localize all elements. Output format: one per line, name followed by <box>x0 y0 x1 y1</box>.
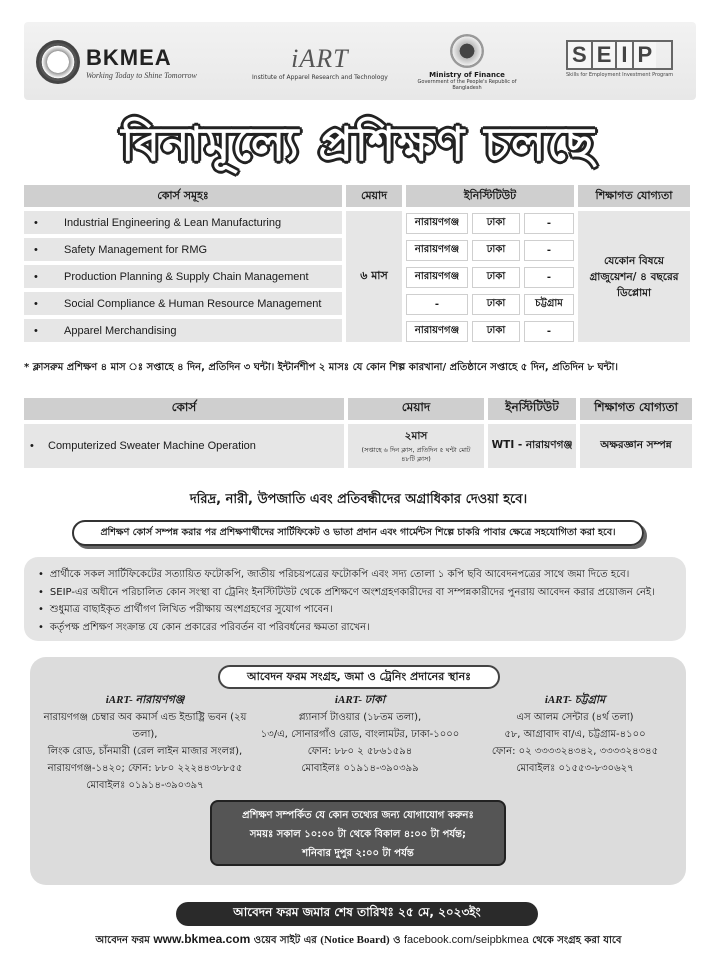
deadline-banner: আবেদন ফরম জমার শেষ তারিখঃ ২৫ মে, ২০২৩ইং <box>176 902 538 926</box>
bkmea-seal-icon <box>36 40 80 84</box>
list-item: • কর্তৃপক্ষ প্রশিক্ষণ সংক্রান্ত যে কোন প্রকারের পরিবর্তন বা পরিবর্ধনের ক্ষমতা রাখেন। <box>38 619 672 637</box>
bkmea-logo <box>36 40 197 84</box>
course-name: Social Compliance & Human Resource Management <box>64 297 322 310</box>
office-name: iART- নারায়ণগঞ্জ <box>105 694 185 706</box>
office-address-line: প্ল্যানার্স টাওয়ার (১৮তম তলা), <box>298 712 422 723</box>
seip-letter: E <box>593 42 618 68</box>
location-cell: ঢাকা <box>472 294 520 315</box>
seip-letter: S <box>568 42 593 68</box>
location-cell: চট্টগ্রাম <box>524 294 574 315</box>
t2-duration-value: ২মাস <box>404 429 428 442</box>
iart-name: iART <box>291 44 349 73</box>
bkmea-name: BKMEA <box>86 44 172 70</box>
list-item: • SEIP-এর অধীনে পরিচালিত কোন সংস্থা বা ট্রেনিং ইনস্টিটিউট থেকে প্রশিক্ষণে অংশগ্রহণকারীদের বা সম্পন্নকারীদের পুনরায় আবেদন করার প্রয়োজন নেই। <box>38 584 672 602</box>
ministry-logo <box>412 34 522 91</box>
bullet: • <box>34 324 38 337</box>
location-cell: নারায়ণগঞ্জ <box>406 321 468 342</box>
application-title: আবেদন ফরম সংগ্রহ, জমা ও ট্রেনিং প্রদানের স্থানঃ <box>218 665 500 689</box>
office-address-line: ৫৮, আগ্রাবাদ বা/এ, চট্টগ্রাম-৪১০০ <box>504 729 646 740</box>
office-name: iART- ঢাকা <box>334 694 386 706</box>
course-name: Safety Management for RMG <box>64 243 208 256</box>
course-name: Production Planning & Supply Chain Management <box>64 270 309 283</box>
t1-header-institute: ইনিস্টিটিউট <box>406 185 574 207</box>
certificate-note: প্রশিক্ষণ কোর্স সম্পন্ন করার পর প্রশিক্ষণার্থীদের সার্টিফিকেট ও ভাতা প্রদান এবং গার্মেন্টস শিল্পে চাকরি পাবার ক্ষেত্রে সহযোগিতা করা হবে। <box>72 520 644 546</box>
t2-header-course: কোর্স <box>24 398 344 420</box>
office-name: iART- চট্টগ্রাম <box>544 694 606 706</box>
location-cell: - <box>524 267 574 288</box>
office-mobile: মোবাইলঃ ০১৯১৪-৩৯০৩৯৭ <box>86 780 204 791</box>
footer-text <box>0 932 717 950</box>
priority-text: দরিদ্র, নারী, উপজাতি এবং প্রতিবন্ধীদের অগ্রাধিকার দেওয়া হবে। <box>189 492 528 507</box>
t1-header-qualification: শিক্ষাগত যোগ্যতা <box>578 185 690 207</box>
website-link[interactable]: www.bkmea.com <box>153 932 251 946</box>
location-cell: ঢাকা <box>472 267 520 288</box>
seip-letter: I <box>617 42 633 68</box>
location-cell: নারায়ণগঞ্জ <box>406 240 468 261</box>
t1-duration: ৬ মাস <box>346 211 402 342</box>
table-row <box>24 292 342 315</box>
iart-logo <box>252 44 388 81</box>
bullet: • <box>34 243 38 256</box>
footer-part: ও <box>393 935 401 946</box>
office-address-line: ফোন: ৮৮০ ২ ৫৮৬১৫৯৪ <box>307 746 413 757</box>
contact-line: প্রশিক্ষণ সম্পর্কিত যে কোন তথ্যের জন্য যোগাযোগ করুনঃ <box>242 810 474 821</box>
office-chattogram <box>470 692 680 777</box>
location-cell: ঢাকা <box>472 240 520 261</box>
course-name: Computerized Sweater Machine Operation <box>48 440 256 452</box>
table-row <box>24 424 344 468</box>
office-address-line: ১৩/এ, সোনারগাঁও রোড, বাংলামটর, ঢাকা-১০০০ <box>260 729 460 740</box>
location-cell: নারায়ণগঞ্জ <box>406 213 468 234</box>
t2-duration <box>348 424 484 468</box>
t2-header-duration: মেয়াদ <box>348 398 484 420</box>
notice-board-text: (Notice Board) <box>320 934 390 946</box>
table-row <box>24 265 342 288</box>
t1-qualification: যেকোন বিষয়ে গ্রাজুয়েশন/ ৪ বছরের ডিপ্লোমা <box>578 211 690 342</box>
location-cell: ঢাকা <box>472 321 520 342</box>
list-item: • প্রার্থীকে সকল সার্টিফিকেটের সত্যায়িত ফটোকপি, জাতীয় পরিচয়পত্রের ফটোকপি এবং সদ্য তোলা ১ কপি ছবি আবেদনপত্রের সাথে জমা দিতে হবে। <box>38 566 672 584</box>
bullet: • <box>34 216 38 229</box>
bkmea-tagline: Working Today to Shine Tomorrow <box>86 70 197 80</box>
location-cell: - <box>524 321 574 342</box>
location-cell: - <box>524 213 574 234</box>
page-title: বিনামূল্যে প্রশিক্ষণ চলছে <box>121 117 596 171</box>
bullet: • <box>34 297 38 310</box>
contact-saturday: শনিবার দুপুর ২:০০ টা পর্যন্ত <box>302 848 414 859</box>
office-address-line: লিংক রোড, চাঁনমারী (রেল লাইন মাজার সংলগ্ন), <box>47 746 243 757</box>
bullet: • <box>30 440 34 452</box>
ministry-name: Ministry of Finance <box>429 71 505 79</box>
office-address-line: নারায়ণগঞ্জ চেম্বার অব কমার্স এন্ড ইন্ডাষ্ট্রি ভবন (২য় তলা), <box>43 712 247 740</box>
t1-header-duration: মেয়াদ <box>346 185 402 207</box>
location-cell: - <box>406 294 468 315</box>
footer-part: আবেদন ফরম <box>95 935 150 946</box>
ministry-subtitle: Government of the People's Republic of Bangladesh <box>417 79 517 91</box>
office-mobile: মোবাইলঃ ০১৫৫৩-৮৩০৬২৭ <box>516 763 634 774</box>
course-name: Industrial Engineering & Lean Manufacturing <box>64 216 282 229</box>
footer-part: থেকে সংগ্রহ করা যাবে <box>532 935 622 946</box>
table-row <box>24 211 342 234</box>
office-address-line: এস আলম সেন্টার (৪র্থ তলা) <box>516 712 634 723</box>
t2-qualification: অক্ষরজ্ঞান সম্পন্ন <box>580 424 692 468</box>
table-row <box>24 238 342 261</box>
t2-institute: WTI - নারায়ণগঞ্জ <box>488 424 576 468</box>
office-address-line: ফোন: ০২ ৩৩৩৩২৪৩৪২, ৩৩৩৩২৪৩৪৫ <box>491 746 659 757</box>
location-cell: ঢাকা <box>472 213 520 234</box>
course-name: Apparel Merchandising <box>64 324 177 337</box>
contact-box <box>210 800 506 866</box>
contact-hours: সময়ঃ সকাল ১০:০০ টা থেকে বিকাল ৪:০০ টা পর্যন্ত; <box>249 829 467 840</box>
seip-letter: P <box>634 42 657 68</box>
facebook-link[interactable]: facebook.com/seipbkmea <box>403 934 529 946</box>
t2-header-institute: ইনস্টিটিউট <box>488 398 576 420</box>
office-address-line: নারায়ণগঞ্জ-১৪২০; ফোন: ৮৮০ ২২২৪৪৩৮৮৫৫ <box>47 763 243 774</box>
office-dhaka <box>255 692 465 777</box>
location-cell: নারায়ণগঞ্জ <box>406 267 468 288</box>
schedule-note: * ক্লাসরুম প্রশিক্ষণ ৪ মাস ঃ সপ্তাহে ৪ দিন, প্রতিদিন ৩ ঘন্টা। ইন্টার্নশীপ ২ মাসঃ যে কোন শিল্প কারখানা/ প্রতিষ্ঠানে সপ্তাহে ৫ দিন, প্রতিদিন ৮ ঘন্টা। <box>24 362 618 373</box>
rules-list <box>24 557 686 641</box>
location-cell: - <box>524 240 574 261</box>
office-narayanganj <box>40 692 250 794</box>
t1-header-course: কোর্স সমূহঃ <box>24 185 342 207</box>
government-emblem-icon <box>450 34 484 68</box>
seip-logo <box>566 40 673 78</box>
footer-part: ওয়েব সাইট এর <box>253 935 317 946</box>
seip-subtitle: Skills for Employment Investment Program <box>566 72 674 78</box>
list-item: • শুধুমাত্র বাছাইকৃত প্রার্থীগণ লিখিত পরীক্ষায় অংশগ্রহণের সুযোগ পাবেন। <box>38 601 672 619</box>
iart-subtitle: Institute of Apparel Research and Technology <box>252 74 388 81</box>
table-row <box>24 319 342 342</box>
bullet: • <box>34 270 38 283</box>
t2-header-qualification: শিক্ষাগত যোগ্যতা <box>580 398 692 420</box>
t2-duration-detail: (সপ্তাহে ৬ দিন ক্লাস, প্রতিদিন ৫ ঘন্টা মোট ৪৮টি ক্লাস) <box>361 445 471 463</box>
office-mobile: মোবাইলঃ ০১৯১৪-৩৯০৩৯৯ <box>301 763 419 774</box>
